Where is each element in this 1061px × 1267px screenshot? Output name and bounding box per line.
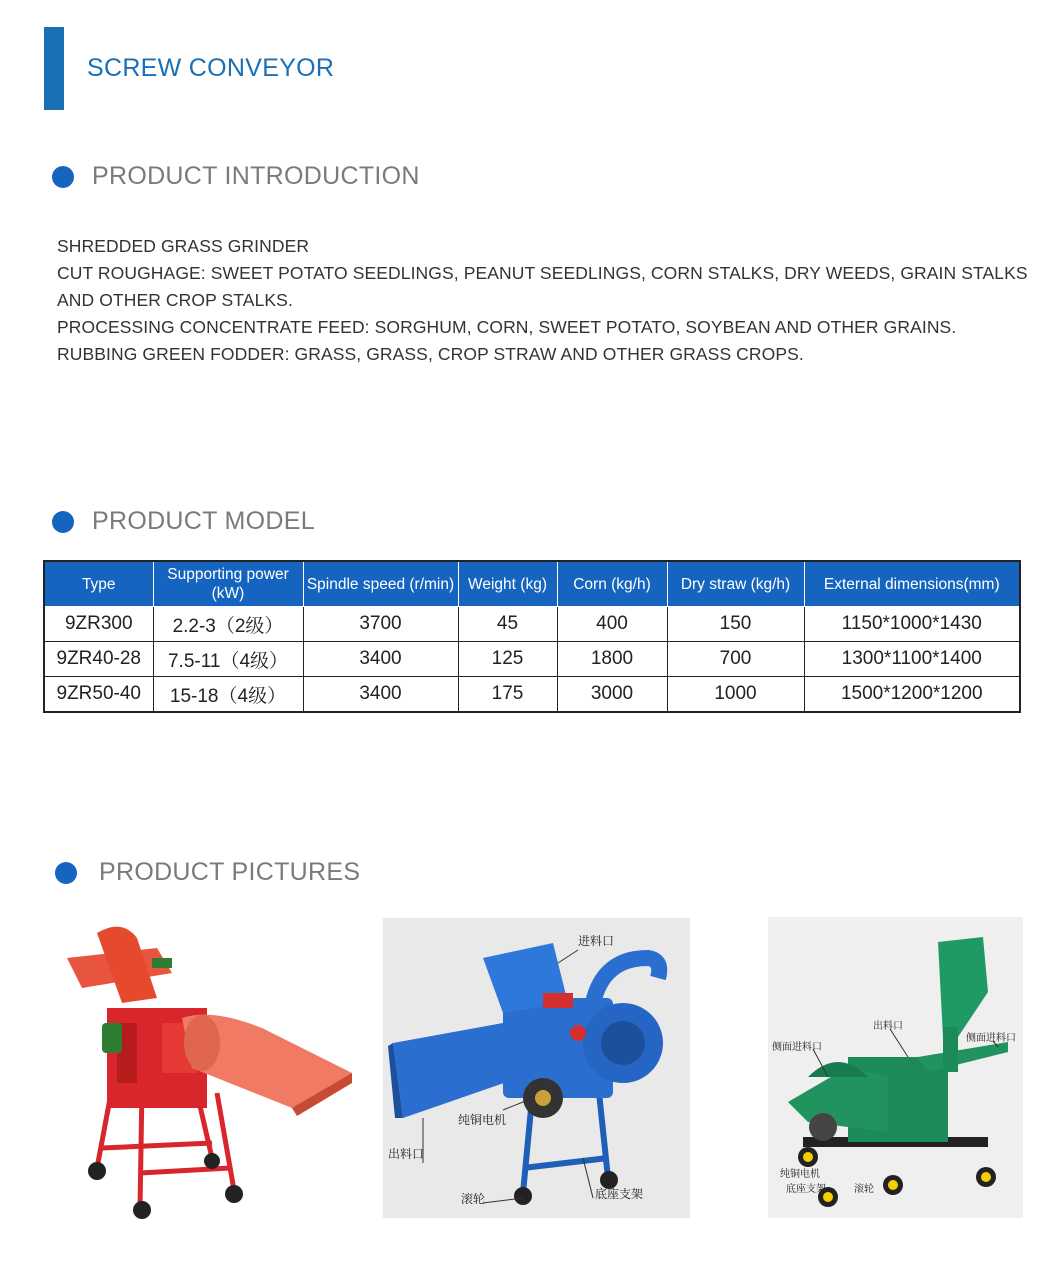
header-cell: Dry straw (kg/h): [667, 561, 804, 607]
table-row: [44, 607, 1020, 642]
intro-text: [57, 233, 1047, 368]
section-introduction: [52, 162, 420, 191]
header-cell: External dimensions(mm): [804, 561, 1020, 607]
label-wheel: 滚轮: [461, 1192, 486, 1206]
table-header-row: [44, 561, 1020, 607]
model-table: [43, 560, 1021, 713]
table-cell: 7.5-11（4级）: [153, 642, 303, 677]
table-cell: 1300*1100*1400: [804, 642, 1020, 677]
title-accent-bar: [44, 27, 64, 110]
table-cell: 3400: [303, 642, 458, 677]
label-motor: 纯铜电机: [458, 1113, 507, 1127]
table-cell: 700: [667, 642, 804, 677]
green-grinder-illustration: [768, 917, 1023, 1218]
section-pictures: [55, 858, 360, 887]
intro-line: CUT ROUGHAGE: SWEET POTATO SEEDLINGS, PEANUT SEEDLINGS, CORN STALKS, DRY WEEDS, GRAIN STALKS AND OTHER CROP STALKS.: [57, 263, 1028, 310]
product-picture-red-machine: [62, 918, 357, 1223]
header-cell: Type: [44, 561, 153, 607]
table-cell: 15-18（4级）: [153, 677, 303, 713]
intro-line: PROCESSING CONCENTRATE FEED: SORGHUM, CORN, SWEET POTATO, SOYBEAN AND OTHER GRAINS.: [57, 317, 957, 337]
section-title: PRODUCT INTRODUCTION: [92, 162, 420, 190]
label-base: 底座支架: [786, 1184, 826, 1195]
label-side-inlet-left: 侧面进料口: [772, 1042, 822, 1053]
bullet-dot-icon: [55, 862, 77, 884]
header-cell: Supporting power (kW): [153, 561, 303, 607]
label-outlet: 出料口: [873, 1021, 903, 1032]
header-cell: Corn (kg/h): [557, 561, 667, 607]
header-cell: Weight (kg): [458, 561, 557, 607]
table-cell: 175: [458, 677, 557, 713]
page-title: SCREW CONVEYOR: [87, 54, 335, 82]
table-row: [44, 642, 1020, 677]
intro-line: RUBBING GREEN FODDER: GRASS, GRASS, CROP STRAW AND OTHER GRASS CROPS.: [57, 344, 804, 364]
table-cell: 1150*1000*1430: [804, 607, 1020, 642]
header-cell: Spindle speed (r/min): [303, 561, 458, 607]
label-motor: 纯铜电机: [780, 1169, 820, 1180]
label-base: 底座支架: [595, 1187, 644, 1201]
product-picture-blue-machine: [383, 918, 690, 1218]
red-grinder-illustration: [62, 918, 357, 1223]
table-cell: 3700: [303, 607, 458, 642]
intro-line: SHREDDED GRASS GRINDER: [57, 236, 310, 256]
table-cell: 150: [667, 607, 804, 642]
table-cell: 2.2-3（2级）: [153, 607, 303, 642]
blue-grinder-illustration: [383, 918, 690, 1218]
table-cell: 1500*1200*1200: [804, 677, 1020, 713]
table-cell: 9ZR300: [44, 607, 153, 642]
table-cell: 3000: [557, 677, 667, 713]
table-cell: 9ZR50-40: [44, 677, 153, 713]
bullet-dot-icon: [52, 511, 74, 533]
product-picture-green-machine: [768, 917, 1023, 1218]
table-cell: 45: [458, 607, 557, 642]
table-cell: 9ZR40-28: [44, 642, 153, 677]
label-outlet: 出料口: [388, 1147, 425, 1161]
table-cell: 400: [557, 607, 667, 642]
label-inlet: 进料口: [578, 934, 615, 948]
section-model: [52, 507, 315, 536]
table-cell: 3400: [303, 677, 458, 713]
label-side-inlet-right: 侧面进料口: [966, 1033, 1016, 1044]
bullet-dot-icon: [52, 166, 74, 188]
table-cell: 1800: [557, 642, 667, 677]
label-wheel: 滚轮: [854, 1184, 874, 1195]
section-title: PRODUCT MODEL: [92, 507, 315, 535]
table-cell: 1000: [667, 677, 804, 713]
section-title: PRODUCT PICTURES: [99, 858, 361, 886]
table-row: [44, 677, 1020, 713]
table-cell: 125: [458, 642, 557, 677]
